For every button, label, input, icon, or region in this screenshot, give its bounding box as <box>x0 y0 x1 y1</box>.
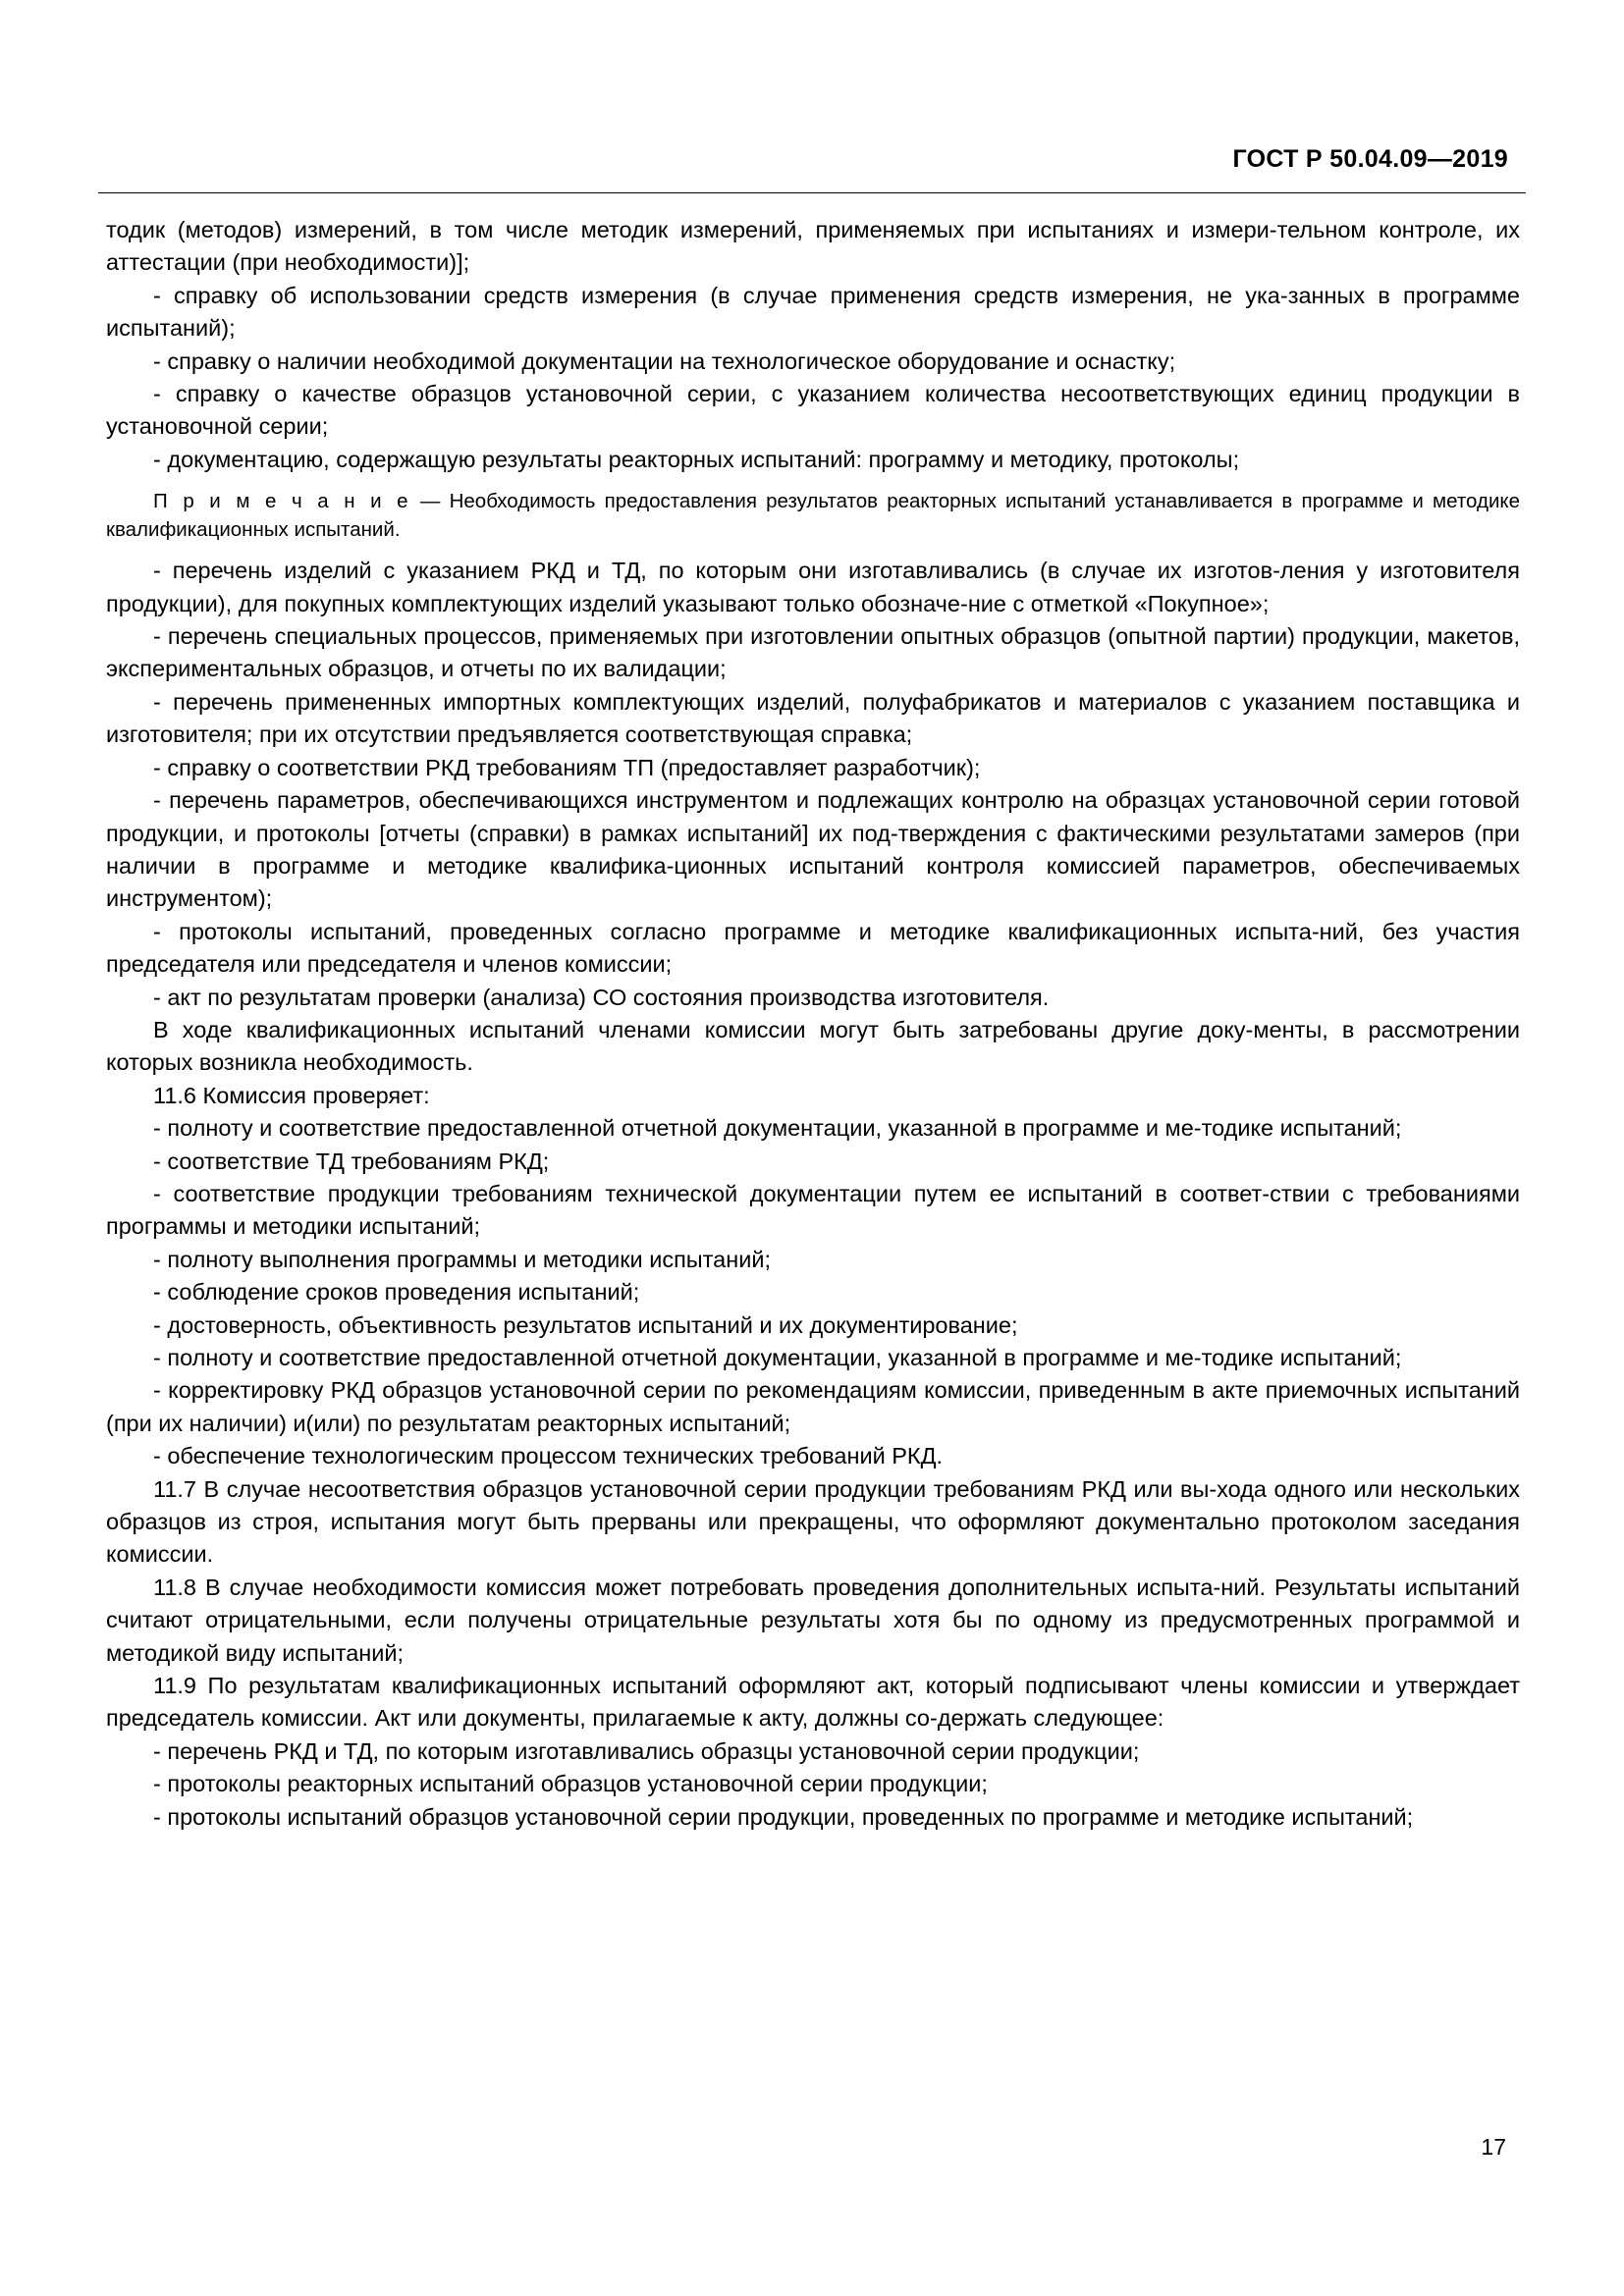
list-item: - полноту и соответствие предоставленной отчетной документации, указанной в программе и ме-тодике испытаний; <box>153 1345 1402 1370</box>
clause-11-9: 11.9 По результатам квалификационных испытаний оформляют акт, который подписывают члены комиссии и утверждает председатель комиссии. Акт или документы, прилагаемые к акту, должны со-держать следующее: <box>106 1673 1520 1732</box>
page-body <box>106 214 1520 1834</box>
page-number: 17 <box>1481 2134 1506 2160</box>
note-label: П р и м е ч а н и е <box>153 490 411 513</box>
header-divider <box>98 192 1526 193</box>
list-item: - соответствие ТД требованиям РКД; <box>153 1148 550 1174</box>
list-item: - протоколы испытаний, проведенных согласно программе и методике квалификационных испыта-ний, без участия председателя или председателя и членов комиссии; <box>106 918 1520 978</box>
list-item: - справку о качестве образцов установочной серии, с указанием количества несоответствующих единиц продукции в установочной серии; <box>106 381 1520 440</box>
list-item: - документацию, содержащую результаты реакторных испытаний: программу и методику, протоколы; <box>153 446 1240 472</box>
spacer <box>106 544 1520 555</box>
clause-11-8: 11.8 В случае необходимости комиссия может потребовать проведения дополнительных испыта-ний. Результаты испытаний считают отрицательными, если получены отрицательные результаты хотя бы по одному из предусмотренных программой и методикой виду испытаний; <box>106 1574 1520 1666</box>
paragraph-continuation: тодик (методов) измерений, в том числе методик измерений, применяемых при испытаниях и измери-тельном контроле, их аттестации (при необходимости)]; <box>106 217 1520 276</box>
note-text: — Необходимость предоставления результатов реакторных испытаний устанавливается в программе и методике квалификационных испытаний. <box>106 490 1520 542</box>
list-item: - перечень специальных процессов, применяемых при изготовлении опытных образцов (опытной партии) продукции, макетов, экспериментальных образцов, и отчеты по их валидации; <box>106 623 1520 682</box>
list-item: - протоколы реакторных испытаний образцов установочной серии продукции; <box>153 1771 988 1797</box>
list-item: - соблюдение сроков проведения испытаний; <box>153 1279 640 1306</box>
list-item: - полноту выполнения программы и методики испытаний; <box>153 1246 772 1272</box>
page-header-standard-number: ГОСТ Р 50.04.09—2019 <box>1232 145 1508 173</box>
list-item: - обеспечение технологическим процессом технических требований РКД. <box>153 1443 944 1469</box>
clause-11-7: 11.7 В случае несоответствия образцов установочной серии продукции требованиям РКД или вы-хода одного или нескольких образцов из строя, испытания могут быть прерваны или прекращены, что оформляют документально протоколом заседания комиссии. <box>106 1475 1520 1568</box>
list-item: - перечень изделий с указанием РКД и ТД, по которым они изготавливались (в случае их изготов-ления у изготовителя продукции), для покупных комплектующих изделий указывают только обозначе-ние с отметкой «Покупное»; <box>106 558 1520 616</box>
list-item: - соответствие продукции требованиям технической документации путем ее испытаний в соответ-ствии с требованиями программы и методики испытаний; <box>106 1180 1520 1240</box>
list-item: - достоверность, объективность результатов испытаний и их документирование; <box>153 1311 1018 1338</box>
list-item: - справку об использовании средств измерения (в случае применения средств измерения, не ука-занных в программе испытаний); <box>106 282 1520 342</box>
list-item: - корректировку РКД образцов установочной серии по рекомендациям комиссии, приведенным в акте приемочных испытаний (при их наличии) и(или) по результатам реакторных испытаний; <box>106 1377 1520 1436</box>
note-block <box>106 487 1520 544</box>
list-item: - перечень параметров, обеспечивающихся инструментом и подлежащих контролю на образцах установочной серии готовой продукции, и протоколы [отчеты (справки) в рамках испытаний] их под-тверждения с фактическими результатами замеров (при наличии в программе и методике квалифика-ционных испытаний контроля комиссией параметров, обеспечиваемых инструментом); <box>106 787 1520 912</box>
list-item: - полноту и соответствие предоставленной отчетной документации, указанной в программе и ме-тодике испытаний; <box>153 1115 1402 1142</box>
list-item: - перечень РКД и ТД, по которым изготавливались образцы установочной серии продукции; <box>153 1737 1140 1764</box>
list-item: - справку о соответствии РКД требованиям ТП (предоставляет разработчик); <box>153 754 981 780</box>
list-item: - справку о наличии необходимой документации на технологическое оборудование и оснастку; <box>153 347 1176 374</box>
paragraph: В ходе квалификационных испытаний членами комиссии могут быть затребованы другие доку-менты, в рассмотрении которых возникла необходимость. <box>106 1016 1520 1076</box>
list-item: - акт по результатам проверки (анализа) СО состояния производства изготовителя. <box>153 984 1050 1010</box>
list-item: - протоколы испытаний образцов установочной серии продукции, проведенных по программе и методике испытаний; <box>153 1803 1414 1830</box>
list-item: - перечень примененных импортных комплектующих изделий, полуфабрикатов и материалов с указанием поставщика и изготовителя; при их отсутствии предъявляется соответствующая справка; <box>106 688 1520 748</box>
clause-11-6: 11.6 Комиссия проверяет: <box>153 1082 430 1108</box>
spacer <box>106 476 1520 487</box>
